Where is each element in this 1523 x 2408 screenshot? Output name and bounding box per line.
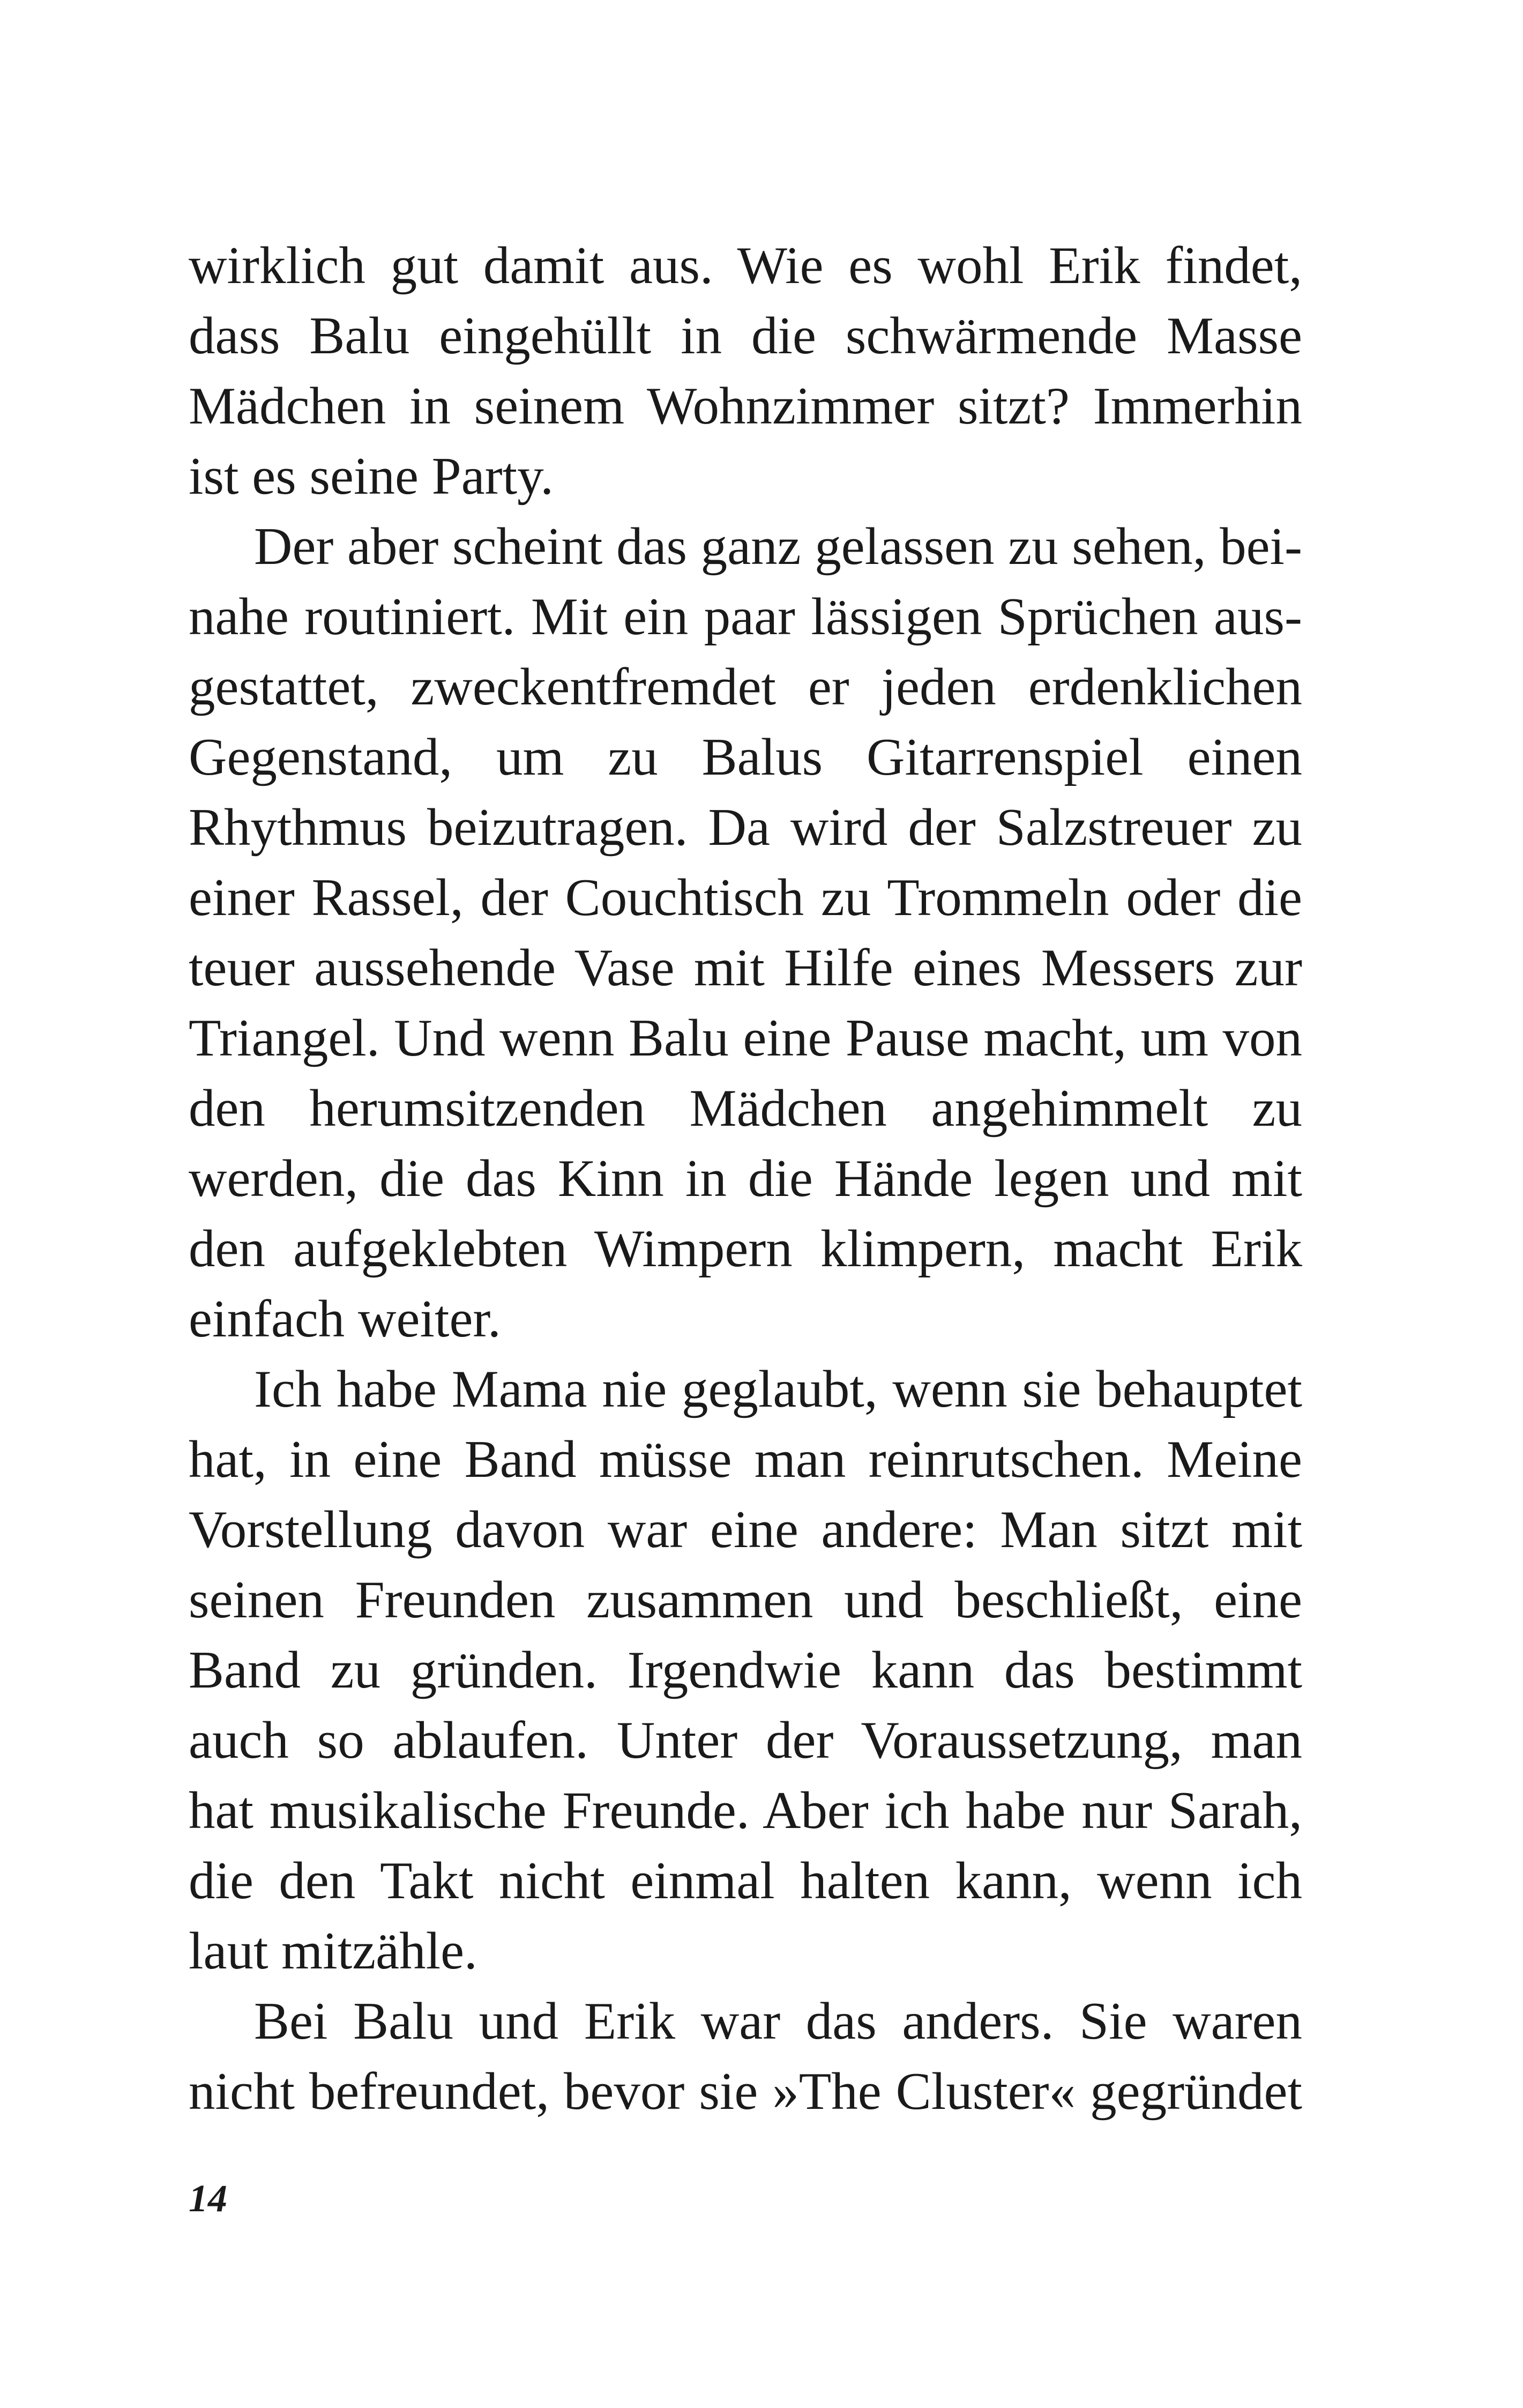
text-line: gestattet, zweckentfremdet er jeden erdenklichen xyxy=(189,658,1302,716)
text-line: laut mitzähle. xyxy=(189,1922,477,1980)
text-line: den herumsitzenden Mädchen angehimmelt zu xyxy=(189,1079,1302,1138)
text-line: Vorstellung davon war eine andere: Man sitzt mit xyxy=(189,1500,1302,1559)
text-line: nicht befreundet, bevor sie »The Cluster« gegründet xyxy=(189,2062,1302,2121)
text-line: wirklich gut damit aus. Wie es wohl Erik findet, xyxy=(189,236,1302,295)
text-line: Band zu gründen. Irgendwie kann das bestimmt xyxy=(189,1641,1302,1699)
text-line: auch so ablaufen. Unter der Voraussetzung, man xyxy=(189,1711,1302,1770)
text-line: Triangel. Und wenn Balu eine Pause macht, um von xyxy=(189,1009,1302,1067)
text-line: hat, in eine Band müsse man reinrutschen. Meine xyxy=(189,1430,1302,1489)
text-line: die den Takt nicht einmal halten kann, wenn ich xyxy=(189,1852,1302,1910)
text-line: dass Balu eingehüllt in die schwärmende Masse xyxy=(189,307,1302,365)
text-line: Ich habe Mama nie geglaubt, wenn sie behauptet xyxy=(254,1360,1302,1418)
text-line: Rhythmus beizutragen. Da wird der Salzstreuer zu xyxy=(189,798,1302,857)
text-line: seinen Freunden zusammen und beschließt, eine xyxy=(189,1571,1302,1629)
text-line: einfach weiter. xyxy=(189,1290,501,1348)
text-line: hat musikalische Freunde. Aber ich habe nur Sarah, xyxy=(189,1781,1302,1840)
text-line: nahe routiniert. Mit ein paar lässigen Sprüchen aus- xyxy=(189,588,1302,646)
text-line: Der aber scheint das ganz gelassen zu sehen, bei- xyxy=(254,517,1302,576)
body-text xyxy=(189,231,1302,2127)
text-line: Bei Balu und Erik war das anders. Sie waren xyxy=(254,1992,1302,2050)
page-number: 14 xyxy=(189,2177,227,2220)
text-line: einer Rassel, der Couchtisch zu Trommeln oder die xyxy=(189,868,1302,927)
text-line: werden, die das Kinn in die Hände legen und mit xyxy=(189,1149,1302,1208)
text-line: teuer aussehende Vase mit Hilfe eines Messers zur xyxy=(189,939,1302,997)
text-line: den aufgeklebten Wimpern klimpern, macht Erik xyxy=(189,1220,1302,1278)
text-line: Gegenstand, um zu Balus Gitarrenspiel einen xyxy=(189,728,1302,786)
text-line: Mädchen in seinem Wohnzimmer sitzt? Immerhin xyxy=(189,377,1302,435)
text-line: ist es seine Party. xyxy=(189,447,554,506)
